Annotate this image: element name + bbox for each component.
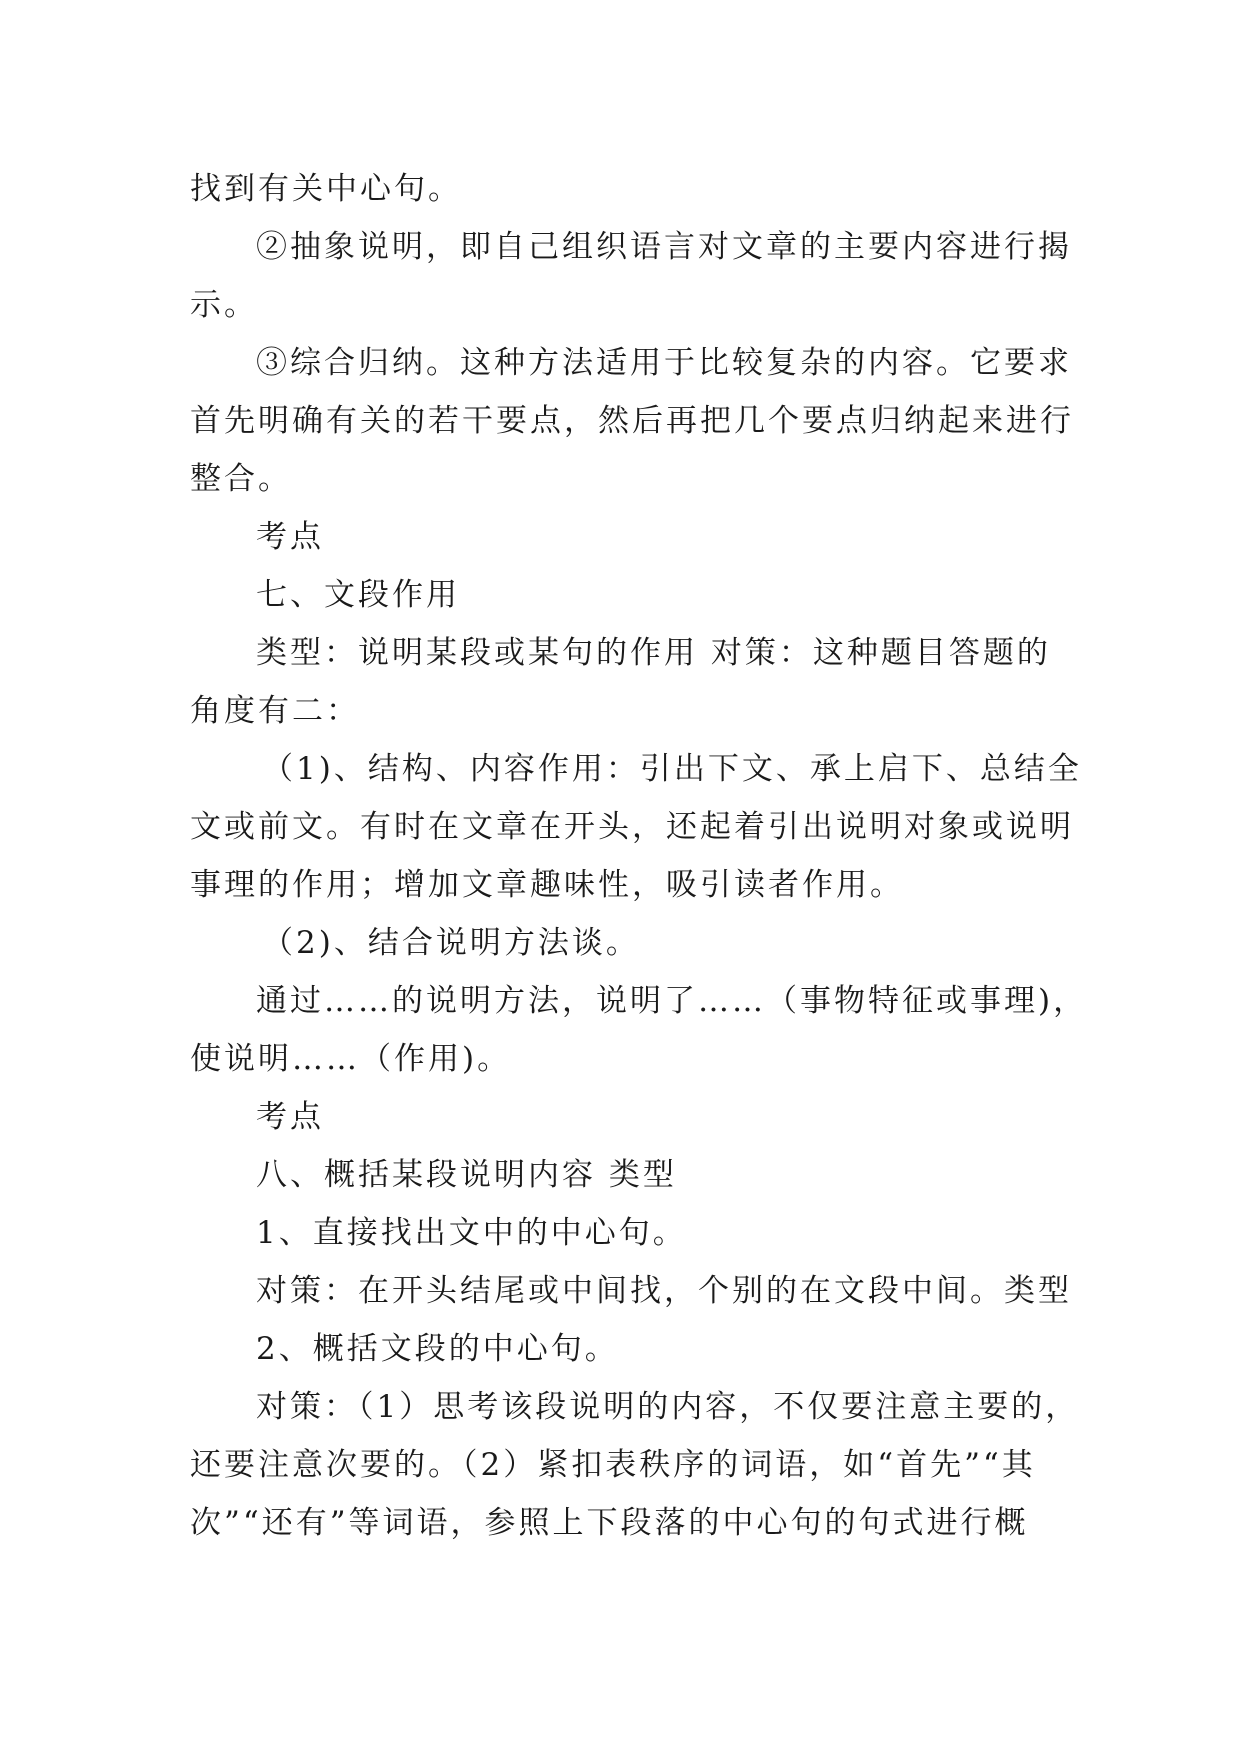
text-line: （2)、结合说明方法谈。	[262, 925, 640, 961]
section-heading: 八、概括某段说明内容 类型	[256, 1157, 677, 1193]
text-line: 次”“还有”等词语，参照上下段落的中心句的句式进行概	[190, 1505, 1029, 1541]
text-line: 对策：在开头结尾或中间找，个别的在文段中间。类型	[256, 1273, 1072, 1309]
text-line: 首先明确有关的若干要点，然后再把几个要点归纳起来进行	[190, 403, 1074, 439]
text-line: 1、直接找出文中的中心句。	[256, 1215, 687, 1251]
text-line: 还要注意次要的。（2）紧扣表秩序的词语，如“首先”“其	[190, 1447, 1036, 1483]
text-line: 整合。	[190, 461, 292, 497]
section-label: 考点	[256, 1099, 324, 1135]
text-line: （1)、结构、内容作用：引出下文、承上启下、总结全	[262, 751, 1082, 787]
document-body	[190, 160, 1088, 1552]
section-heading: 七、文段作用	[256, 577, 460, 613]
text-line: 对策：（1）思考该段说明的内容，不仅要注意主要的，	[256, 1389, 1080, 1425]
text-line: 事理的作用；增加文章趣味性，吸引读者作用。	[190, 867, 904, 903]
section-label: 考点	[256, 519, 324, 555]
text-line: 类型：说明某段或某句的作用 对策：这种题目答题的	[256, 635, 1051, 671]
text-line: ②抽象说明，即自己组织语言对文章的主要内容进行揭	[256, 229, 1072, 265]
text-line: 2、概括文段的中心句。	[256, 1331, 619, 1367]
text-line: 通过……的说明方法，说明了……（事物特征或事理)，	[256, 983, 1088, 1019]
text-line: 找到有关中心句。	[190, 171, 462, 207]
text-line: 使说明……（作用)。	[190, 1041, 512, 1077]
text-line: 角度有二：	[190, 693, 360, 729]
text-line: ③综合归纳。这种方法适用于比较复杂的内容。它要求	[256, 345, 1072, 381]
text-line: 示。	[190, 287, 258, 323]
text-line: 文或前文。有时在文章在开头，还起着引出说明对象或说明	[190, 809, 1074, 845]
